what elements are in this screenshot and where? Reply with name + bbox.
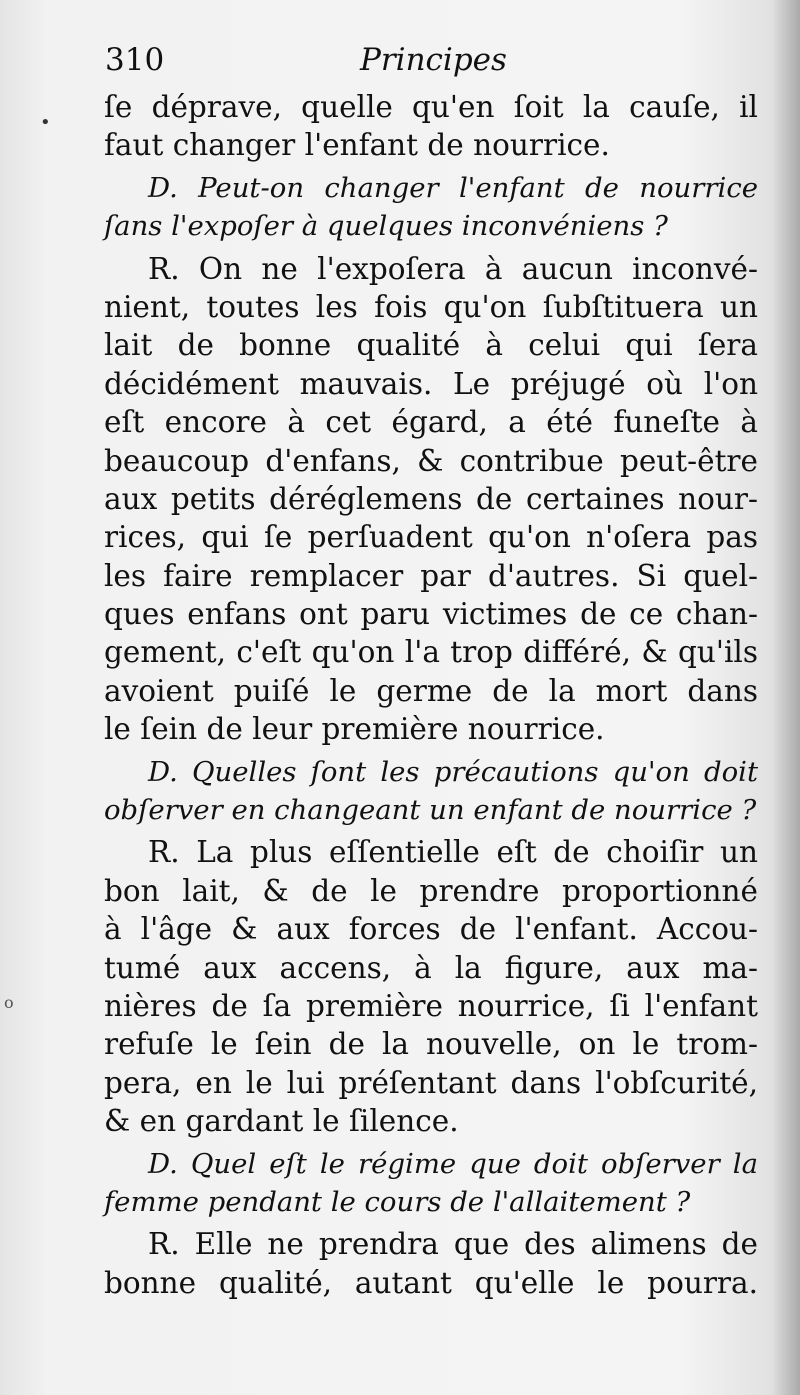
text-line: bon lait, & de le prendre proportionné [104,873,758,908]
text-line: gement, c'eſt qu'on l'a trop différé, & qu'ils [104,635,758,670]
question-line: D. Quelles ſont les précautions qu'on doit [148,755,758,788]
text-line: tumé aux accens, à la figure, aux ma- [104,950,758,985]
text-line: les faire remplacer par d'autres. Si quel- [104,558,758,593]
question-line: D. Peut-on changer l'enfant de nourrice [148,171,758,204]
margin-mark: o [4,993,14,1012]
text-line: nières de ſa première nourrice, ſi l'enfant [104,988,758,1023]
text-line: lait de bonne qualité à celui qui ſera [104,328,758,363]
text-line: beaucoup d'enfans, & contribue peut-être [104,443,758,478]
page-edge-shadow [772,0,800,1395]
text-line: pera, en le lui préſentant dans l'obſcurité, [104,1065,758,1100]
text-line: bonne qualité, autant qu'elle le pourra. [104,1265,758,1300]
text-line: faut changer l'enfant de nourrice. [104,128,610,163]
answer-line: R. La plus eſſentielle eſt de choiſir un [148,835,758,870]
text-line: ques enfans ont paru victimes de ce chan- [104,597,758,632]
text-line: aux petits déréglemens de certaines nour- [104,481,758,516]
running-header [105,42,765,92]
margin-dot: • [40,112,51,133]
question-line: ſans l'expoſer à quelques inconvéniens ? [104,210,668,243]
page-number: 310 [105,42,165,78]
text-line: ſe déprave, quelle qu'en ſoit la cauſe, il [104,90,758,124]
text-line: avoient puiſé le germe de la mort dans [104,673,758,708]
running-title: Principes [360,42,507,78]
question-line: obſerver en changeant un enfant de nourrice ? [104,794,757,827]
question-line: D. Quel eſt le régime que doit obſerver la [148,1147,758,1180]
text-line: & en gardant le ſilence. [104,1104,459,1139]
text-line: décidément mauvais. Le préjugé où l'on [104,366,758,401]
text-line: refuſe le ſein de la nouvelle, on le trom- [104,1027,758,1062]
answer-line: R. Elle ne prendra que des alimens de [148,1227,758,1262]
text-line: à l'âge & aux forces de l'enfant. Accou- [104,912,758,947]
text-line: rices, qui ſe perſuadent qu'on n'oſera pas [104,520,758,555]
answer-line: R. On ne l'expoſera à aucun inconvé- [148,251,758,286]
body-text [104,88,758,1302]
question-line: femme pendant le cours de l'allaitement ? [104,1185,691,1218]
text-line: le ſein de leur première nourrice. [104,712,605,747]
text-line: eſt encore à cet égard, a été funeſte à [104,405,758,440]
text-line: nient, toutes les fois qu'on ſubſtituera un [104,289,758,324]
